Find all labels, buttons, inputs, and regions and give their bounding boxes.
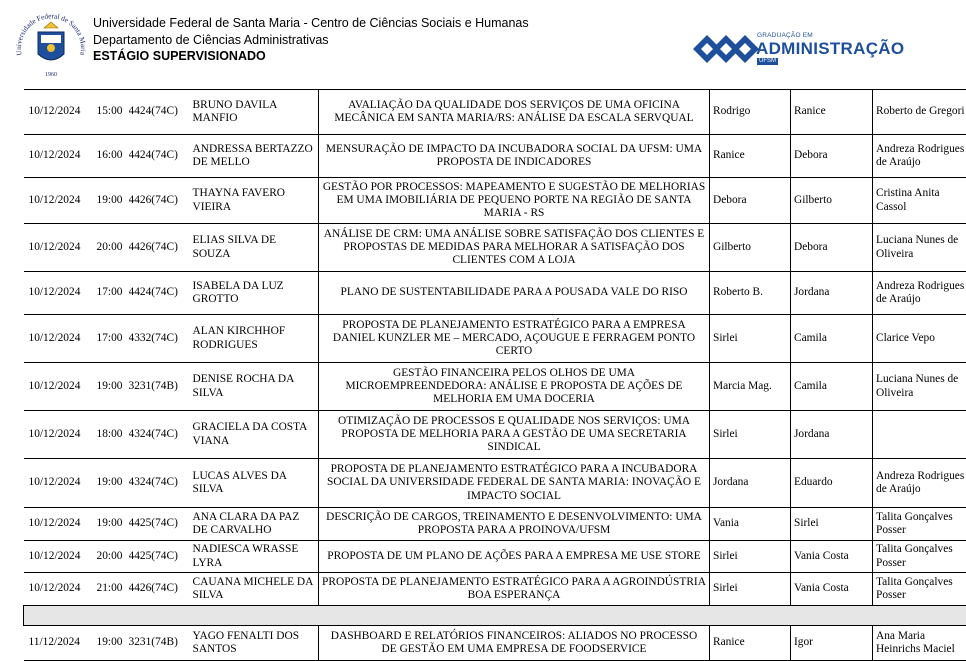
student-cell: GRACIELA DA COSTA VIANA [190,411,319,459]
student-cell: LUCAS ALVES DA SILVA [190,459,319,508]
student-cell: THAYNA FAVERO VIEIRA [190,178,319,224]
student-cell: YAGO FENALTI DOS SANTOS [190,626,319,661]
member2-cell: Andreza Rodrigues de Araújo [873,272,966,315]
advisor-cell: Sirlei [710,315,791,363]
advisor-cell: Sirlei [710,541,791,573]
date-cell: 10/12/2024 [24,135,91,178]
title-cell: PROPOSTA DE PLANEJAMENTO ESTRATÉGICO PARA A INCUBADORA SOCIAL DA UNIVERSIDADE FEDERAL DE SANTA MARIA: INOVAÇÃO E IMPACTO SOCIAL [319,459,710,508]
room-cell: 4425(74C) [129,508,190,541]
title-cell: PLANO DE SUSTENTABILIDADE PARA A POUSADA VALE DO RISO [319,272,710,315]
title-cell: PROPOSTA DE UM PLANO DE AÇÕES PARA A EMPRESA ME USE STORE [319,541,710,573]
date-cell: 10/12/2024 [24,363,91,411]
date-cell: 11/12/2024 [24,626,91,661]
title-cell: ANÁLISE DE CRM: UMA ANÁLISE SOBRE SATISFAÇÃO DOS CLIENTES E PROPOSTAS DE MEDIDAS PARA MELHORAR A SATISFAÇÃO DOS CLIENTES COM A LOJA [319,224,710,272]
time-cell: 20:00 [91,224,129,272]
document-header [0,0,966,88]
time-cell: 20:00 [91,541,129,573]
table-row [24,363,966,411]
table-row [24,90,966,135]
advisor-cell: Ranice [710,135,791,178]
room-cell: 4425(74C) [129,541,190,573]
time-cell: 17:00 [91,315,129,363]
title-cell: DASHBOARD E RELATÓRIOS FINANCEIROS: ALIADOS NO PROCESSO DE GESTÃO EM UMA EMPRESA DE FOODSERVICE [319,626,710,661]
date-cell: 10/12/2024 [24,90,91,135]
table-row [24,178,966,224]
member2-cell: Andreza Rodrigues de Araújo [873,135,966,178]
room-cell: 3231(74B) [129,363,190,411]
member2-cell: Luciana Nunes de Oliveira [873,224,966,272]
ufsm-seal-logo [14,6,88,82]
title-cell: GESTÃO POR PROCESSOS: MAPEAMENTO E SUGESTÃO DE MELHORIAS EM UMA IMOBILIÁRIA DE PEQUENO PORTE NA REGIÃO DE SANTA MARIA - RS [319,178,710,224]
student-cell: BRUNO DAVILA MANFIO [190,90,319,135]
advisor-cell: Sirlei [710,573,791,606]
member1-cell: Debora [791,224,873,272]
member1-cell: Camila [791,363,873,411]
title-cell: DESCRIÇÃO DE CARGOS, TREINAMENTO E DESENVOLVIMENTO: UMA PROPOSTA PARA A PROINOVA/UFSM [319,508,710,541]
member1-cell: Eduardo [791,459,873,508]
title-cell: OTIMIZAÇÃO DE PROCESSOS E QUALIDADE NOS SERVIÇOS: UMA PROPOSTA DE MELHORIA PARA A GESTÃO DE UMA SECRETARIA SINDICAL [319,411,710,459]
svg-text:1960: 1960 [45,72,57,78]
title-cell: PROPOSTA DE PLANEJAMENTO ESTRATÉGICO PARA A AGROINDÚSTRIA BOA ESPERANÇA [319,573,710,606]
title-cell: PROPOSTA DE PLANEJAMENTO ESTRATÉGICO PARA A EMPRESA DANIEL KUNZLER ME – MERCADO, AÇOUGUE E FERRAGEM PONTO CERTO [319,315,710,363]
time-cell: 19:00 [91,459,129,508]
member2-cell: Luciana Nunes de Oliveira [873,363,966,411]
time-cell: 17:00 [91,272,129,315]
time-cell: 19:00 [91,626,129,661]
room-cell: 4426(74C) [129,224,190,272]
table-row [24,541,966,573]
member1-cell: Vania Costa [791,541,873,573]
member2-cell: Clarice Vepo [873,315,966,363]
member1-cell: Vania Costa [791,573,873,606]
member1-cell: Sirlei [791,508,873,541]
advisor-cell: Gilberto [710,224,791,272]
member1-cell: Debora [791,135,873,178]
table-row [24,272,966,315]
advisor-cell: Debora [710,178,791,224]
date-cell: 10/12/2024 [24,315,91,363]
member2-cell: Talita Gonçalves Posser [873,508,966,541]
logo-ufsm-tag: UFSM [757,58,778,65]
member1-cell: Jordana [791,411,873,459]
member2-cell: Talita Gonçalves Posser [873,541,966,573]
advisor-cell: Roberto B. [710,272,791,315]
member1-cell: Ranice [791,90,873,135]
time-cell: 15:00 [91,90,129,135]
student-cell: ANDRESSA BERTAZZO DE MELLO [190,135,319,178]
logo-title: ADMINISTRAÇÃO [756,39,904,59]
room-cell: 4324(74C) [129,411,190,459]
logo-subtitle: GRADUAÇÃO EM [757,32,813,39]
member2-cell: Cristina Anita Cassol [873,178,966,224]
room-cell: 4424(74C) [129,90,190,135]
advisor-cell: Vania [710,508,791,541]
time-cell: 21:00 [91,573,129,606]
advisor-cell: Rodrigo [710,90,791,135]
student-cell: ANA CLARA DA PAZ DE CARVALHO [190,508,319,541]
room-cell: 3231(74B) [129,626,190,661]
title-cell: GESTÃO FINANCEIRA PELOS OLHOS DE UMA MICROEMPREENDEDORA: ANÁLISE E PROPOSTA DE AÇÕES DE MELHORIA EM UMA DOCERIA [319,363,710,411]
member2-cell: Andreza Rodrigues de Araújo [873,459,966,508]
table-row [24,411,966,459]
time-cell: 19:00 [91,363,129,411]
table-row [24,573,966,606]
department-line: Departamento de Ciências Administrativas [93,32,529,49]
advisor-cell: Marcia Mag. [710,363,791,411]
advisor-cell: Sirlei [710,411,791,459]
room-cell: 4424(74C) [129,135,190,178]
title-cell: AVALIAÇÃO DA QUALIDADE DOS SERVIÇOS DE UMA OFICINA MECÂNICA EM SANTA MARIA/RS: ANÁLISE DA ESCALA SERVQUAL [319,90,710,135]
table-row [24,315,966,363]
time-cell: 19:00 [91,178,129,224]
member2-cell: Roberto de Gregori [873,90,966,135]
date-cell: 10/12/2024 [24,459,91,508]
course-title: ESTÁGIO SUPERVISIONADO [93,48,529,65]
advisor-cell: Jordana [710,459,791,508]
member1-cell: Jordana [791,272,873,315]
member1-cell: Gilberto [791,178,873,224]
student-cell: DENISE ROCHA DA SILVA [190,363,319,411]
date-cell: 10/12/2024 [24,272,91,315]
date-cell: 10/12/2024 [24,178,91,224]
svg-text:Universidade Federal de Santa: Universidade Federal de Santa Maria [15,12,87,56]
date-cell: 10/12/2024 [24,411,91,459]
date-cell: 10/12/2024 [24,224,91,272]
time-cell: 19:00 [91,508,129,541]
room-cell: 4332(74C) [129,315,190,363]
date-cell: 10/12/2024 [24,573,91,606]
defense-schedule-table [23,89,966,661]
room-cell: 4424(74C) [129,272,190,315]
student-cell: ALAN KIRCHHOF RODRIGUES [190,315,319,363]
university-line: Universidade Federal de Santa Maria - Centro de Ciências Sociais e Humanas [93,15,529,32]
member2-cell: Ana Maria Heinrichs Maciel [873,626,966,661]
student-cell: NADIESCA WRASSE LYRA [190,541,319,573]
table-row [24,459,966,508]
title-cell: MENSURAÇÃO DE IMPACTO DA INCUBADORA SOCIAL DA UFSM: UMA PROPOSTA DE INDICADORES [319,135,710,178]
room-cell: 4426(74C) [129,178,190,224]
table-row [24,224,966,272]
room-cell: 4426(74C) [129,573,190,606]
time-cell: 16:00 [91,135,129,178]
header-text-block [93,15,529,65]
member2-cell: Talita Gonçalves Posser [873,573,966,606]
room-cell: 4324(74C) [129,459,190,508]
student-cell: CAUANA MICHELE DA SILVA [190,573,319,606]
student-cell: ISABELA DA LUZ GROTTO [190,272,319,315]
advisor-cell: Ranice [710,626,791,661]
student-cell: ELIAS SILVA DE SOUZA [190,224,319,272]
member1-cell: Camila [791,315,873,363]
table-row [24,508,966,541]
separator-cell [24,606,966,626]
table-row [24,626,966,661]
table-row [24,135,966,178]
member1-cell: Igor [791,626,873,661]
date-cell: 10/12/2024 [24,508,91,541]
date-separator-row [24,606,966,626]
date-cell: 10/12/2024 [24,541,91,573]
time-cell: 18:00 [91,411,129,459]
member2-cell [873,411,966,459]
